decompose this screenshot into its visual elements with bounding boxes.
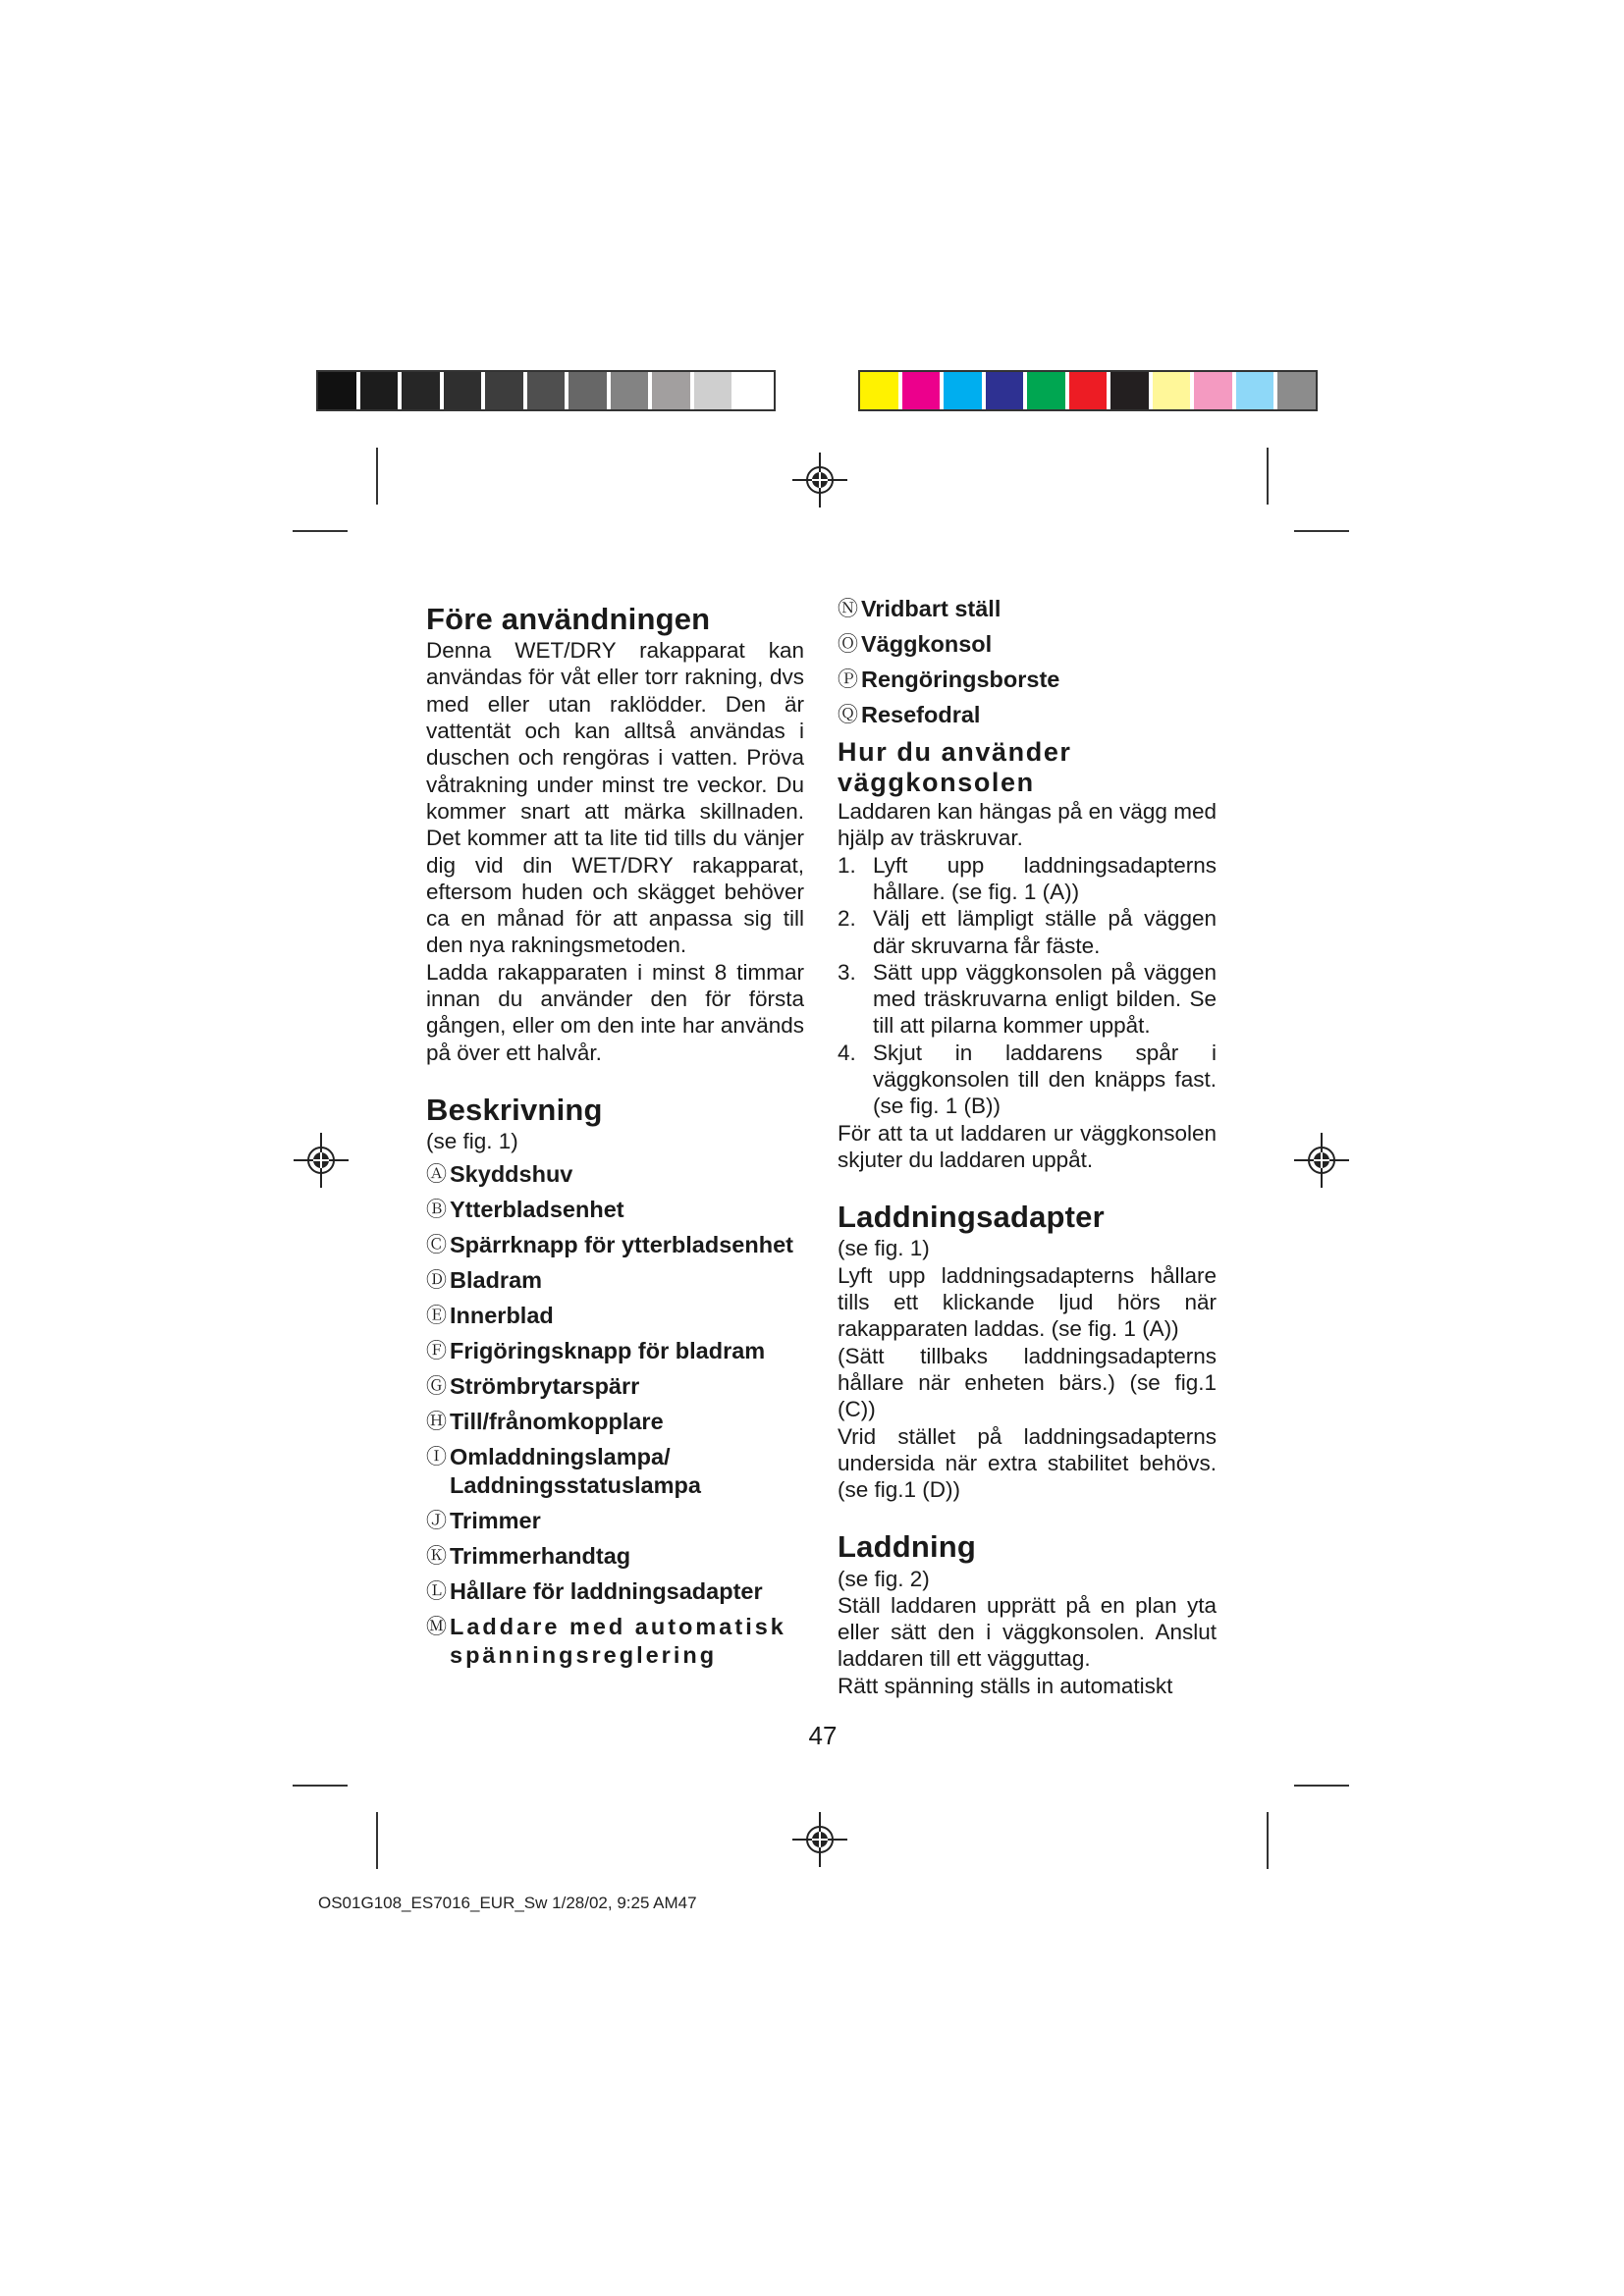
part-label: Laddare med automatisk spänningsreglering (450, 1614, 786, 1669)
steps-list (838, 852, 1217, 1120)
color-swatch (568, 372, 611, 409)
color-swatch (360, 372, 403, 409)
color-swatch (902, 372, 945, 409)
list-item (426, 1337, 804, 1365)
color-swatch (1110, 372, 1153, 409)
part-label: Bladram (450, 1267, 543, 1294)
color-swatch (860, 372, 902, 409)
color-swatch (1194, 372, 1236, 409)
part-letter: Ⓙ (426, 1510, 447, 1533)
crop-mark (1294, 530, 1349, 532)
color-swatch (485, 372, 527, 409)
list-item (426, 1372, 804, 1401)
color-swatch (402, 372, 444, 409)
list-item (426, 1613, 804, 1670)
part-letter: Ⓖ (426, 1375, 447, 1399)
list-item (838, 595, 1217, 623)
part-label: Ytterbladsenhet (450, 1197, 624, 1223)
registration-mark-icon (294, 1133, 349, 1188)
paragraph: Vrid stället på laddningsadapterns undersida när extra stabilitet behövs. (se fig.1 (D)) (838, 1423, 1217, 1503)
list-item (426, 1266, 804, 1295)
color-swatch (986, 372, 1028, 409)
color-swatch (652, 372, 694, 409)
part-letter: Ⓚ (426, 1545, 447, 1569)
adapter-section (838, 1199, 1217, 1503)
paragraph: För att ta ut laddaren ur väggkonsolen skjuter du laddaren uppåt. (838, 1120, 1217, 1172)
part-letter: Ⓐ (426, 1163, 447, 1187)
part-label: Trimmerhandtag (450, 1543, 631, 1570)
part-label: Resefodral (861, 702, 981, 727)
paragraph: Ställ laddaren upprätt på en plan yta eller sätt den i väggkonsolen. Anslut laddaren till ett vägguttag. (838, 1592, 1217, 1672)
part-label: Spärrknapp för ytterbladsenhet (450, 1232, 793, 1258)
color-swatch (944, 372, 986, 409)
crop-mark (293, 530, 348, 532)
figure-reference: (se fig. 1) (838, 1236, 930, 1261)
list-item (838, 630, 1217, 659)
part-letter: Ⓗ (426, 1411, 447, 1434)
list-item (426, 1196, 804, 1224)
page-number: 47 (808, 1721, 838, 1750)
part-label: Frigöringsknapp för bladram (450, 1338, 766, 1364)
list-item (838, 1040, 1217, 1120)
paragraph: Rätt spänning ställs in automatiskt (838, 1673, 1173, 1698)
wall-mount-section (838, 737, 1217, 1173)
section-heading: Laddning (838, 1529, 977, 1565)
step-text: Lyft upp laddningsadapterns hållare. (se fig. 1 (A)) (873, 852, 1217, 904)
part-letter: Ⓝ (838, 598, 858, 620)
list-item (838, 666, 1217, 694)
list-item (426, 1542, 804, 1571)
parts-list-continued (838, 595, 1217, 729)
section-heading: Laddningsadapter (838, 1200, 1105, 1235)
figure-reference: (se fig. 2) (838, 1566, 930, 1591)
part-label: Till/frånomkopplare (450, 1409, 664, 1435)
list-item (426, 1577, 804, 1606)
crop-mark (376, 1812, 378, 1869)
paragraph: Ladda rakapparaten i minst 8 timmar innan du använder den för första gången, eller om den inte har används på över ett halvår. (426, 959, 804, 1065)
crop-mark (1267, 448, 1269, 505)
part-label: Rengöringsborste (861, 667, 1060, 692)
part-label: Omladdningslampa/ Laddningsstatuslampa (450, 1444, 701, 1499)
section-heading: Före användningen (426, 602, 711, 636)
print-slug: OS01G108_ES7016_EUR_Sw 1/28/02, 9:25 AM47 (318, 1894, 697, 1912)
part-label: Trimmer (450, 1508, 541, 1534)
part-letter: Ⓓ (426, 1269, 447, 1293)
crop-mark (1294, 1785, 1349, 1787)
registration-mark-icon (1294, 1133, 1349, 1188)
part-letter: Ⓟ (838, 668, 858, 691)
crop-mark (293, 1785, 348, 1787)
list-item (426, 1231, 804, 1259)
part-letter: Ⓕ (426, 1340, 447, 1363)
color-swatch (1153, 372, 1195, 409)
list-item (426, 1507, 804, 1535)
list-item (426, 1443, 804, 1500)
figure-reference: (se fig. 1) (426, 1129, 518, 1154)
step-number: 4. (838, 1040, 856, 1065)
list-item (838, 959, 1217, 1040)
color-swatch (1027, 372, 1069, 409)
part-letter: Ⓘ (426, 1446, 447, 1469)
left-column (426, 601, 804, 1677)
step-number: 3. (838, 959, 856, 985)
registration-mark-icon (792, 1812, 847, 1867)
right-column (838, 595, 1217, 1699)
description-section (426, 1092, 804, 1670)
part-letter: Ⓜ (426, 1616, 447, 1639)
color-swatch (527, 372, 569, 409)
part-letter: Ⓞ (838, 633, 858, 656)
step-number: 1. (838, 852, 856, 878)
color-swatch (444, 372, 486, 409)
charging-section (838, 1528, 1217, 1699)
before-use-section (426, 601, 804, 1066)
color-swatch (611, 372, 653, 409)
part-label: Hållare för laddningsadapter (450, 1578, 763, 1605)
part-label: Skyddshuv (450, 1161, 573, 1188)
color-swatch (735, 372, 774, 409)
part-label: Väggkonsol (861, 631, 993, 657)
crop-mark (1267, 1812, 1269, 1869)
part-label: Innerblad (450, 1303, 554, 1329)
color-swatch (1277, 372, 1316, 409)
process-color-bar (858, 370, 1318, 411)
step-text: Sätt upp väggkonsolen på väggen med träskruvarna enligt bilden. Se till att pilarna kommer uppåt. (873, 959, 1217, 1039)
section-heading: Hur du använder väggkonsolen (838, 737, 1072, 798)
section-heading: Beskrivning (426, 1092, 603, 1127)
part-letter: Ⓔ (426, 1305, 447, 1328)
list-item (426, 1160, 804, 1189)
list-item (426, 1408, 804, 1436)
part-label: Strömbrytarspärr (450, 1373, 640, 1400)
step-text: Skjut in laddarens spår i väggkonsolen till den knäpps fast. (se fig. 1 (B)) (873, 1040, 1217, 1119)
list-item (838, 701, 1217, 729)
part-letter: Ⓛ (426, 1580, 447, 1604)
step-number: 2. (838, 906, 856, 932)
list-item (426, 1302, 804, 1330)
registration-mark-icon (792, 453, 847, 507)
list-item (838, 852, 1217, 906)
color-swatch (318, 372, 360, 409)
paragraph: (Sätt tillbaks laddningsadapterns hållare när enheten bärs.) (se fig.1 (C)) (838, 1343, 1217, 1422)
part-label: Vridbart ställ (861, 596, 1001, 621)
grayscale-color-bar (316, 370, 776, 411)
crop-mark (376, 448, 378, 505)
color-swatch (694, 372, 736, 409)
part-letter: Ⓑ (426, 1199, 447, 1222)
paragraph: Denna WET/DRY rakapparat kan användas för våt eller torr rakning, dvs med eller utan raklödder. Den är vattentät och kan alltså användas i duschen och rengöras i vatten. Pröva våtrakning under minst tre veckor. Du kommer snart att märka skillnaden. Det kommer att ta lite tid tills du vänjer dig vid din WET/DRY rakapparat, eftersom huden och skägget behöver ca en månad för att anpassa sig till den nya rakningsmetoden. (426, 638, 804, 958)
part-letter: Ⓠ (838, 704, 858, 726)
list-item (838, 905, 1217, 959)
color-swatch (1069, 372, 1111, 409)
paragraph: Lyft upp laddningsadapterns hållare tills ett klickande ljud hörs när rakapparaten laddas. (se fig. 1 (A)) (838, 1262, 1217, 1342)
paragraph: Laddaren kan hängas på en vägg med hjälp av träskruvar. (838, 799, 1217, 851)
part-letter: Ⓒ (426, 1234, 447, 1257)
parts-list (426, 1160, 804, 1670)
step-text: Välj ett lämpligt ställe på väggen där skruvarna får fäste. (873, 906, 1217, 958)
color-swatch (1236, 372, 1278, 409)
